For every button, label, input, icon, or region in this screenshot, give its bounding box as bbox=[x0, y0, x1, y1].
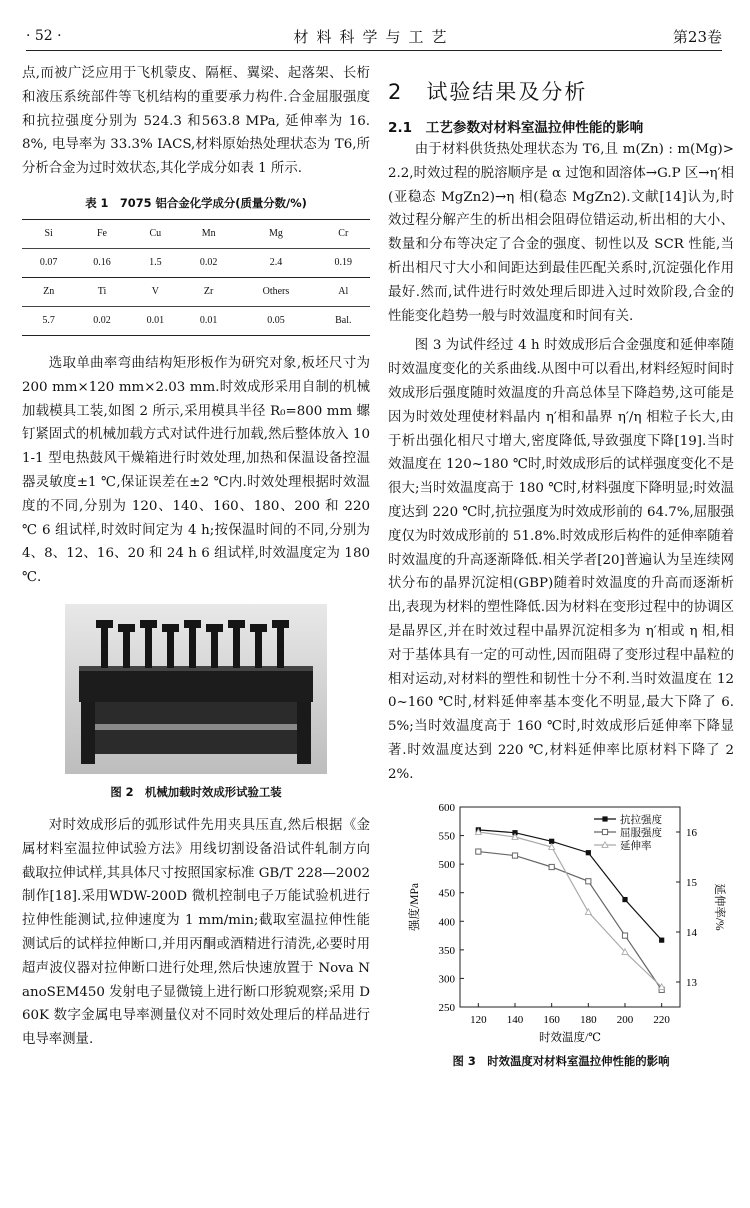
table-cell: Fe bbox=[75, 219, 128, 248]
table-cell: Al bbox=[317, 277, 370, 306]
table1-caption: 表 1 7075 铝合金化学成分(质量分数/%) bbox=[85, 195, 307, 210]
data-point bbox=[602, 829, 607, 834]
testing-paragraph: 对时效成形后的弧形试件先用夹具压直,然后根据《金属材料室温拉伸试验方法》用线切割设备沿试件轧制方向截取拉伸试样,其具体尺寸按照国家标准 GB/T 228—2002 制作[18].采用WDW-200D 微机控制电子万能试验机进行拉伸性能测试,拉伸速度为 1 mm/min;截取室温拉伸性能测试后的试样拉伸断口,并用丙酮或酒精进行清洗,必要时用超声波仪器对拉伸断口进行处理,然后快速放置于 Nova NanoSEM450 发射电子显微镜上进行断口形貌观察;采用 D60K 数字金属电导率测量仪对不同时效处理后的样品进行电导率测量. bbox=[22, 817, 370, 1048]
table-cell: Cu bbox=[129, 219, 182, 248]
method-paragraph: 选取单曲率弯曲结构矩形板作为研究对象,板坯尺寸为 200 mm×120 mm×2.03 mm.时效成形采用自制的机械加载模具工装,如图 2 所示,采用模具半径 R₀=800 mm 螺钉紧固式的机械加载方式对试件进行加载,然后整体放入 101-1 型电热鼓风干燥箱进行时效处理,加热和保温设备控温器灵敏度±1 ℃,保证误差在±2 ℃内.时效处理根据时效温度的不同,分别为 120、140、160、180、200 和 220 ℃ 6 组试样,时效时间定为 4 h;按保温时间的不同,分别为 4、8、12、16、20 和 24 h 6 组试样,时效温度定为 180 ℃. bbox=[22, 355, 370, 586]
data-point bbox=[622, 932, 627, 937]
table-row bbox=[22, 219, 370, 248]
table-cell: 0.01 bbox=[129, 306, 182, 335]
data-point bbox=[602, 816, 607, 821]
x-axis-label: 时效温度/℃ bbox=[538, 1031, 602, 1044]
table-cell: 0.07 bbox=[39, 257, 58, 269]
intro-paragraph: 点,而被广泛应用于飞机蒙皮、隔框、翼梁、起落架、长桁和液压系统部件等飞机结构的重要承力构件.合金屈服强度和抗拉强度分别为 524.3 和563.8 MPa, 延伸率为 16.8%, 电导率为 33.3% IACS,材料原始热处理状态为 T6,所分析合金为过时效状态,其化学成分如表 1 所示. bbox=[22, 66, 370, 177]
y-axis-label: 强度/MPa bbox=[409, 882, 421, 931]
table-row bbox=[22, 277, 370, 306]
y-tick-label: 300 bbox=[438, 972, 455, 985]
y-tick-label: 400 bbox=[438, 915, 455, 928]
journal-title: 材料科学与工艺 bbox=[293, 28, 455, 46]
table-cell: 0.16 bbox=[93, 257, 111, 269]
x-tick-label: 160 bbox=[543, 1013, 560, 1026]
table-cell: 0.19 bbox=[334, 257, 353, 269]
legend-label: 抗拉强度 bbox=[620, 814, 662, 826]
table-cell: Mg bbox=[235, 219, 316, 248]
left-column bbox=[22, 62, 370, 1052]
table-cell: Mn bbox=[182, 219, 235, 248]
table-cell: Ti bbox=[75, 277, 128, 306]
y-tick-label: 500 bbox=[438, 858, 455, 871]
figure3-caption: 图 3 时效温度对材料室温拉伸性能的影响 bbox=[452, 1053, 670, 1068]
data-point bbox=[586, 850, 591, 855]
temperature-chart bbox=[388, 797, 734, 1045]
y2-tick-label: 15 bbox=[686, 876, 697, 889]
table-cell: 1.5 bbox=[149, 257, 162, 269]
data-point bbox=[622, 896, 627, 901]
figure2-caption: 图 2 机械加载时效成形试验工装 bbox=[110, 784, 282, 799]
table-cell: Bal. bbox=[317, 306, 370, 335]
results-paragraph-1: 由于材料供货热处理状态为 T6,且 m(Zn) : m(Mg)>2.2,时效过程的脱溶顺序是 α 过饱和固溶体→G.P 区→η′相(亚稳态 MgZn2)→η 相(稳态 MgZn2).文献[14]认为,时效过程分解产生的析出相会阻碍位错运动,析出相的大小、数量和分布等决定了合金的强度、韧性以及 SCR 性能,当析出相尺寸大小和间距达到最佳匹配关系时,沉淀强化作用最好.然而,试件进行时效处理后即进入过时效阶段,合金的性能变化趋势一般与时效温度和时间有关. bbox=[388, 142, 734, 324]
subsection-heading: 2.1 工艺参数对材料室温拉伸性能的影响 bbox=[388, 120, 644, 136]
table-cell: V bbox=[129, 277, 182, 306]
right-column bbox=[388, 62, 734, 1069]
table-cell: 0.05 bbox=[235, 306, 316, 335]
data-point bbox=[586, 878, 591, 883]
section-heading: 2 试验结果及分析 bbox=[388, 80, 588, 104]
results-paragraph-2: 图 3 为试件经过 4 h 时效成形后合金强度和延伸率随时效温度变化的关系曲线.从图中可以看出,材料经短时间时效成形后强度随时效温度的升高总体呈下降趋势,这可能是因为时效处理使材料晶内 η′相和晶界 η′/η 相粒子长大,由于析出强化相尺寸增大,密度降低,导致强度下降[19].当时效温度在 120~180 ℃时,时效成形后的试样强度变化不是很大;当时效温度高于 180 ℃时,材料强度下降明显;时效温度达到 220 ℃时,抗拉强度为时效成形前的 64.7%,屈服强度仅为时效成形前的 51.8%.时效成形后构件的延伸率随着时效温度的升高逐渐降低.相关学者[20]普遍认为呈连续网状分布的晶界沉淀相(GBP)随着时效温度的升高而逐渐析出,表现为材料的塑性降低.因为材料在变形过程中的协调区是晶界区,并在时效过程中晶界沉淀相多为 η′相或 η 相,相对于基体具有一定的可动性,因而阻碍了变形过程中晶粒的相对运动,对材料的塑性和韧性十分不利.当时效温度在 120~160 ℃时,材料延伸率基本变化不明显,最大下降了 6.5%;当时效温度高于 160 ℃时,时效成形后延伸率下降显著.时效温度达到 220 ℃,材料延伸率比原材料下降了 22%. bbox=[388, 338, 734, 782]
chart-frame bbox=[407, 802, 727, 1044]
table-cell: Cr bbox=[317, 219, 370, 248]
data-point bbox=[476, 848, 481, 853]
table-cell: Zr bbox=[182, 277, 235, 306]
fixture-illustration bbox=[65, 604, 327, 774]
x-tick-label: 180 bbox=[580, 1013, 597, 1026]
fixture-photo bbox=[65, 604, 327, 774]
volume-label: 第23卷 bbox=[672, 28, 722, 46]
y-tick-label: 450 bbox=[438, 887, 455, 900]
y-tick-label: 600 bbox=[438, 801, 455, 814]
y-tick-label: 250 bbox=[438, 1001, 455, 1014]
data-point bbox=[549, 864, 554, 869]
table-row bbox=[22, 248, 370, 277]
x-tick-label: 220 bbox=[653, 1013, 670, 1026]
page-header bbox=[26, 22, 722, 51]
table-cell: Zn bbox=[22, 277, 75, 306]
y2-tick-label: 16 bbox=[686, 826, 697, 839]
x-tick-label: 140 bbox=[506, 1013, 524, 1026]
table-cell: 2.4 bbox=[269, 257, 283, 269]
series-line bbox=[478, 851, 661, 989]
table-cell: 5.7 bbox=[22, 306, 75, 335]
y-tick-label: 550 bbox=[438, 830, 455, 843]
table-row bbox=[22, 306, 370, 335]
legend-label: 延伸率 bbox=[620, 840, 652, 852]
data-point bbox=[585, 908, 591, 914]
table-cell: Others bbox=[235, 277, 316, 306]
data-point bbox=[512, 852, 517, 857]
page-number: · 52 · bbox=[26, 28, 62, 44]
table-cell: 0.02 bbox=[199, 257, 218, 269]
chart-legend bbox=[594, 813, 662, 852]
table-cell: 0.02 bbox=[75, 306, 128, 335]
y2-tick-label: 14 bbox=[686, 926, 697, 939]
y2-axis-label: 延伸率/% bbox=[713, 882, 725, 931]
y-tick-label: 350 bbox=[438, 944, 455, 957]
x-tick-label: 120 bbox=[470, 1013, 487, 1026]
chart-series bbox=[475, 827, 664, 992]
legend-label: 屈服强度 bbox=[620, 827, 662, 839]
table-cell: Si bbox=[22, 219, 75, 248]
table-cell: 0.01 bbox=[182, 306, 235, 335]
data-point bbox=[659, 937, 664, 942]
composition-table bbox=[22, 219, 370, 336]
x-tick-label: 200 bbox=[616, 1013, 634, 1026]
figure3 bbox=[388, 797, 734, 1069]
y2-tick-label: 13 bbox=[686, 976, 697, 989]
